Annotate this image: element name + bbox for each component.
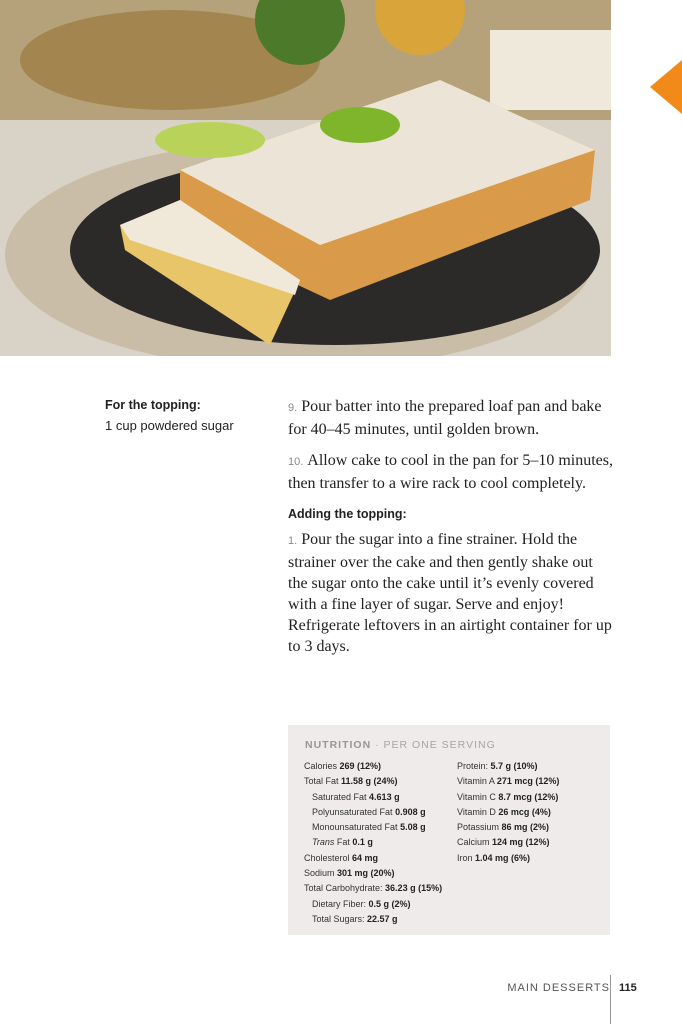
- nutrition-row: Potassium 86 mg (2%): [457, 822, 550, 833]
- nutrition-row: Iron 1.04 mg (6%): [457, 852, 531, 863]
- nutrition-row: Vitamin A 271 mcg (12%): [457, 776, 560, 787]
- page-number: 115: [619, 982, 637, 994]
- nutrition-row: Trans Fat 0.1 g: [312, 837, 373, 848]
- instructions: [288, 396, 613, 667]
- ingredients: [105, 398, 275, 433]
- nutrition-row: Vitamin C 8.7 mcg (12%): [457, 791, 559, 802]
- footer-divider: [610, 975, 611, 1024]
- nutrition-row: Sodium 301 mg (20%): [304, 868, 395, 879]
- ingredient-item: 1 cup powdered sugar: [105, 418, 234, 433]
- nutrition-row: Saturated Fat 4.613 g: [312, 791, 400, 802]
- nutrition-panel: [288, 725, 610, 935]
- nutrition-row: Protein: 5.7 g (10%): [457, 761, 538, 771]
- nutrition-row: Dietary Fiber: 0.5 g (2%): [312, 898, 411, 909]
- nutrition-right-column: [457, 759, 559, 866]
- nutrition-row: Polyunsaturated Fat 0.908 g: [312, 806, 426, 817]
- step: 10. Allow cake to cool in the pan for 5–10 minutes, then transfer to a wire rack to cool completely.: [288, 452, 614, 492]
- nutrition-row: Total Sugars: 22.57 g: [312, 913, 398, 924]
- footer-section: MAIN DESSERTS: [507, 982, 610, 994]
- nutrition-row: Calcium 124 mg (12%): [457, 837, 550, 848]
- section-tab-marker: [650, 60, 682, 114]
- nutrition-row: Total Fat 11.58 g (24%): [304, 776, 398, 787]
- step: 1. Pour the sugar into a fine strainer. Hold the strainer over the cake and then gently shake out the sugar onto the cake until it’s evenly covered with a fine layer of sugar. Serve and enjoy! Refrigerate leftovers in an airtight container for up to 3 days.: [288, 531, 612, 655]
- step: 9. Pour batter into the prepared loaf pan and bake for 40–45 minutes, until golden brown.: [288, 398, 602, 438]
- nutrition-title: NUTRITION · PER ONE SERVING: [305, 739, 496, 751]
- ingredients-heading: For the topping:: [105, 398, 201, 412]
- nutrition-left-column: [304, 759, 442, 927]
- lime-loaf-cake-photo: [0, 0, 611, 356]
- nutrition-row: Vitamin D 26 mcg (4%): [457, 806, 551, 817]
- nutrition-row: Calories 269 (12%): [304, 761, 382, 771]
- nutrition-row: Cholesterol 64 mg: [304, 852, 379, 863]
- nutrition-row: Total Carbohydrate: 36.23 g (15%): [304, 883, 443, 894]
- topping-heading: Adding the topping:: [288, 507, 407, 521]
- nutrition-row: Monounsaturated Fat 5.08 g: [312, 822, 426, 833]
